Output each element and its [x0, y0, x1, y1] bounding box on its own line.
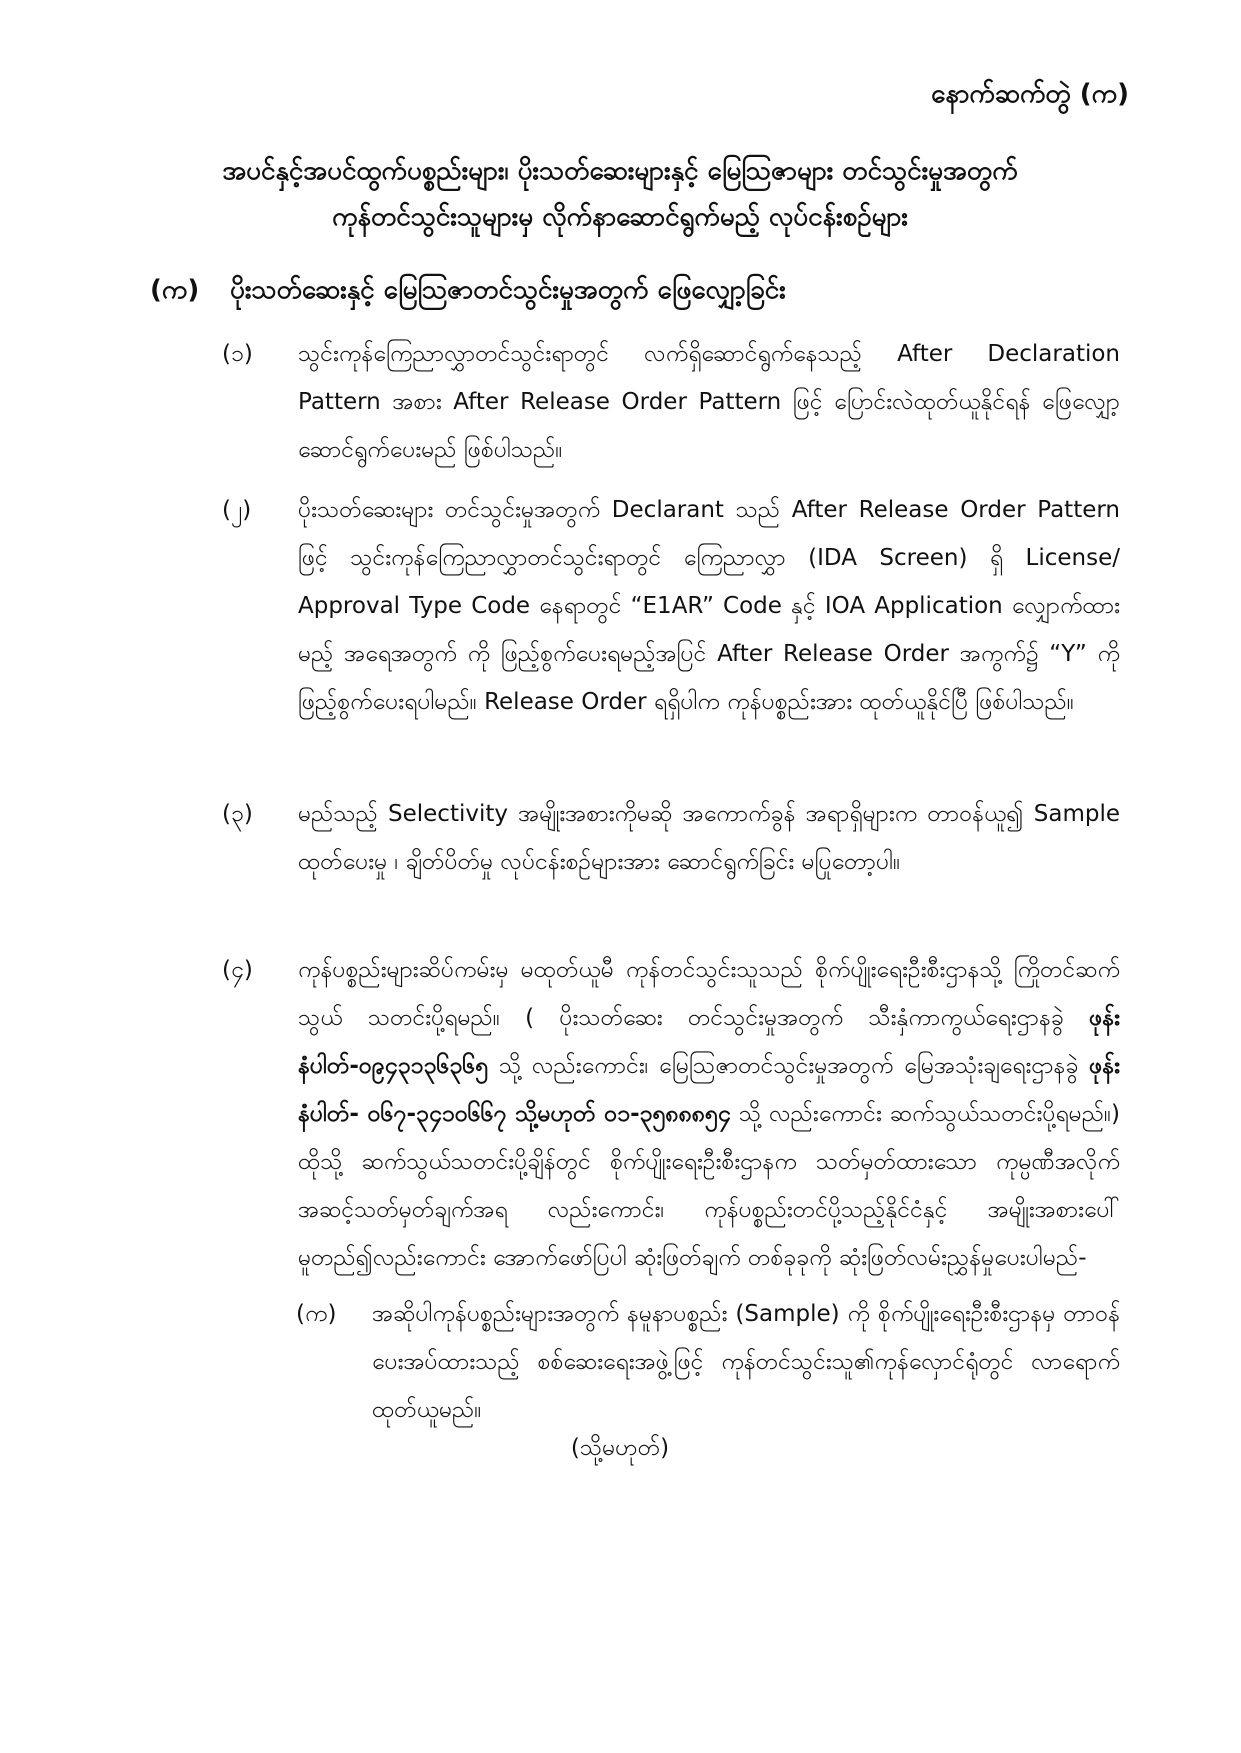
paragraph-number: (၄): [222, 957, 253, 983]
paragraph-text: [298, 946, 1120, 1282]
paragraph-1: [222, 330, 1120, 474]
paragraph-text: ပိုးသတ်ဆေးများ တင်သွင်းမှုအတွက် Declarant သည် After Release Order Pattern ဖြင့် သွင်းကုန်ကြေညာလွှာတင်သွင်းရာတွင် ကြေညာလွှာ (IDA Screen) ရှိ License/ Approval Type Code နေရာတွင် “E1AR” Code နှင့် IOA Application လျှောက်ထားမည့် အရေအတွက် ကို ဖြည့်စွက်ပေးရမည့်အပြင် After Release Order အကွက်၌ “Y” ကို ဖြည့်စွက်ပေးရပါမည်။ Release Order ရရှိပါက ကုန်ပစ္စည်းအား ထုတ်ယူနိုင်ပြီ ဖြစ်ပါသည်။: [298, 497, 1120, 715]
paragraph-text-part: သို့ လည်းကောင်း ဆက်သွယ်သတင်းပို့ရမည်။) ထိုသို့ ဆက်သွယ်သတင်းပို့ချိန်တွင် စိုက်ပျိုးရေးဦးစီးဌာနက သတ်မှတ်ထားသော ကုမ္ပဏီအလိုက် အဆင့်သတ်မှတ်ချက်အရ လည်းကောင်း၊ ကုန်ပစ္စည်းတင်ပို့သည့်နိုင်ငံနှင့် အမျိုးအစားပေါ်မူတည်၍လည်းကောင်း အောက်ဖော်ပြပါ ဆုံးဖြတ်ချက် တစ်ခုခုကို ဆုံးဖြတ်လမ်းညွှန်မှုပေးပါမည်-: [298, 1101, 1120, 1271]
paragraph-number: (၂): [222, 497, 252, 523]
phone-number-plant-protection: ဖုန်းနံပါတ်-၀၉၄၃၁၃၆၃၆၅: [298, 1005, 1120, 1079]
paragraph-4: [222, 946, 1120, 1282]
title-line-2: ကုန်တင်သွင်းသူများမှ လိုက်နာဆောင်ရွက်မည့် လုပ်ငန်းစဉ်များ: [332, 202, 908, 232]
sub-item-number: (က): [296, 1301, 337, 1327]
document-title: [120, 148, 1120, 240]
section-heading: [150, 270, 786, 310]
paragraph-text: မည်သည့် Selectivity အမျိုးအစားကိုမဆို အကောက်ခွန် အရာရှိများက တာဝန်ယူ၍ Sample ထုတ်ပေးမှု ၊ ချိတ်ပိတ်မှု လုပ်ငန်းစဉ်များအား ဆောင်ရွက်ခြင်း မပြုတော့ပါ။: [298, 801, 1120, 875]
section-heading-text: ပိုးသတ်ဆေးနှင့် မြေဩဇာတင်သွင်းမှုအတွက် ဖြေလျှော့ခြင်း: [230, 275, 786, 305]
title-line-1: အပင်နှင့်အပင်ထွက်ပစ္စည်းများ၊ ပိုးသတ်ဆေးများနှင့် မြေဩဇာများ တင်သွင်းမှုအတွက်: [222, 156, 1018, 186]
paragraph-text-part: သို့ လည်းကောင်း၊ မြေဩဇာတင်သွင်းမှုအတွက် မြေအသုံးချရေးဌာနခွဲ: [488, 1053, 1090, 1079]
paragraph-3: [222, 790, 1120, 886]
annex-label: နောက်ဆက်တွဲ (က): [931, 79, 1129, 109]
paragraph-number: (၁): [222, 341, 253, 367]
phone-number-land-use: ဖုန်းနံပါတ်- ၀၆၇-၃၄၁၀၆၆၇ သို့မဟုတ် ၀၁-၃၅၈၈၈၅၄: [298, 1053, 1120, 1127]
sub-item-text: အဆိုပါကုန်ပစ္စည်းများအတွက် နမူနာပစ္စည်း (Sample) ကို စိုက်ပျိုးရေးဦးစီးဌာနမှ တာဝန်ပေးအပ်ထားသည့် စစ်ဆေးရေးအဖွဲ့ဖြင့် ကုန်တင်သွင်းသူ၏ကုန်လှောင်ရုံတွင် လာရောက်ထုတ်ယူမည်။: [372, 1301, 1120, 1423]
section-number: (က): [150, 275, 200, 305]
paragraph-2: [222, 486, 1120, 726]
or-label: (သို့မဟုတ်): [570, 1435, 670, 1461]
sub-item-1: [296, 1290, 1120, 1434]
paragraph-text: သွင်းကုန်ကြေညာလွှာတင်သွင်းရာတွင် လက်ရှိဆောင်ရွက်နေသည့် After Declaration Pattern အစား After Release Order Pattern ဖြင့် ပြောင်းလဲထုတ်ယူနိုင်ရန် ဖြေလျှော့ဆောင်ရွက်ပေးမည် ဖြစ်ပါသည်။: [298, 341, 1120, 463]
paragraph-text-part: ကုန်ပစ္စည်းများဆိပ်ကမ်းမှ မထုတ်ယူမီ ကုန်တင်သွင်းသူသည် စိုက်ပျိုးရေးဦးစီးဌာနသို့ ကြိုတင်ဆက်သွယ် သတင်းပို့ရမည်။ ( ပိုးသတ်ဆေး တင်သွင်းမှုအတွက် သီးနှံကာကွယ်ရေးဌာနခွဲ: [298, 957, 1120, 1031]
paragraph-number: (၃): [222, 801, 253, 827]
